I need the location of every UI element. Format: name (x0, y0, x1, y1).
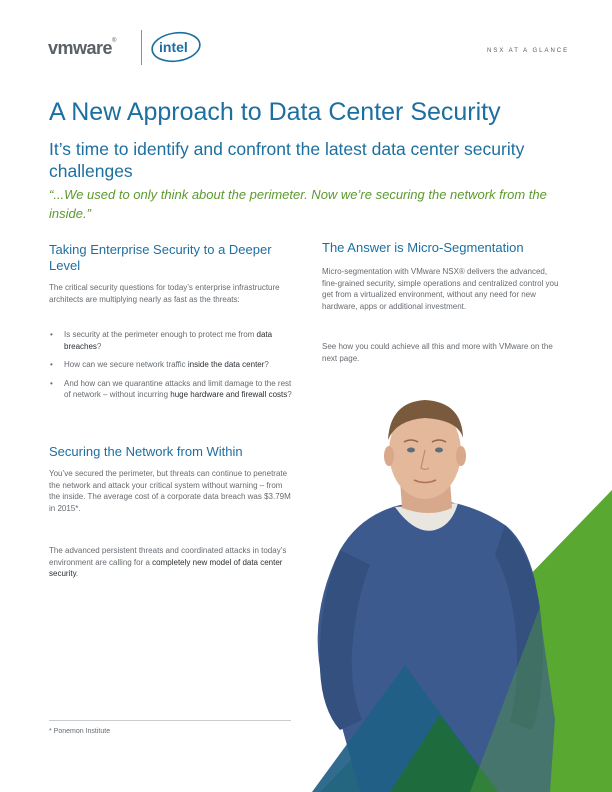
header-tag: NSX AT A GLANCE (487, 48, 570, 54)
pull-quote: “...We used to only think about the perimeter. Now we’re securing the network from the inside.” (49, 187, 547, 221)
section-paragraph: You’ve secured the perimeter, but threats can continue to penetrate the network and attack your critical system without warning – from the inside. The average cost of a corporate data breach was $3.79M in 2015*. (49, 469, 291, 513)
svg-text:intel: intel (159, 39, 188, 55)
list-item: • And how can we quarantine attacks and limit damage to the rest of network – without incurring huge hardware and firewall costs? (50, 378, 292, 399)
intel-logo (150, 30, 202, 64)
list-item: • Is security at the perimeter enough to protect me from data breaches? (50, 330, 273, 351)
footnote: * Ponemon Institute (49, 728, 111, 735)
footnote-divider (49, 720, 291, 721)
list-item: • How can we secure network traffic inside the data center? (50, 360, 269, 369)
bullet-icon: • (50, 330, 53, 339)
bullet-icon: • (50, 360, 53, 369)
vmware-logo: vmware® (48, 38, 116, 58)
question-list (49, 329, 294, 408)
hero-photo (300, 390, 612, 792)
page-subtitle: It’s time to identify and confront the latest data center security challenges (49, 139, 525, 181)
page-title: A New Approach to Data Center Security (49, 98, 501, 126)
section-heading-micro-segmentation: The Answer is Micro-Segmentation (322, 240, 524, 255)
section-paragraph: The advanced persistent threats and coordinated attacks in today’s environment are calling for a completely new model of data center security. (49, 546, 287, 578)
section-intro: The critical security questions for today’s enterprise infrastructure architects are multiplying nearly as fast as the threats: (49, 283, 280, 304)
section-heading-securing-network: Securing the Network from Within (49, 444, 243, 459)
logo-divider (141, 30, 142, 65)
section-heading-enterprise-security: Taking Enterprise Security to a Deeper Level (49, 242, 272, 273)
section-paragraph: See how you could achieve all this and more with VMware on the next page. (322, 342, 553, 363)
section-paragraph: Micro-segmentation with VMware NSX® delivers the advanced, fine-grained security, simple operations and centralized control you get from a virtualized environment, without any need for new hardware, apps or additional investment. (322, 267, 559, 311)
bullet-icon: • (50, 378, 53, 388)
